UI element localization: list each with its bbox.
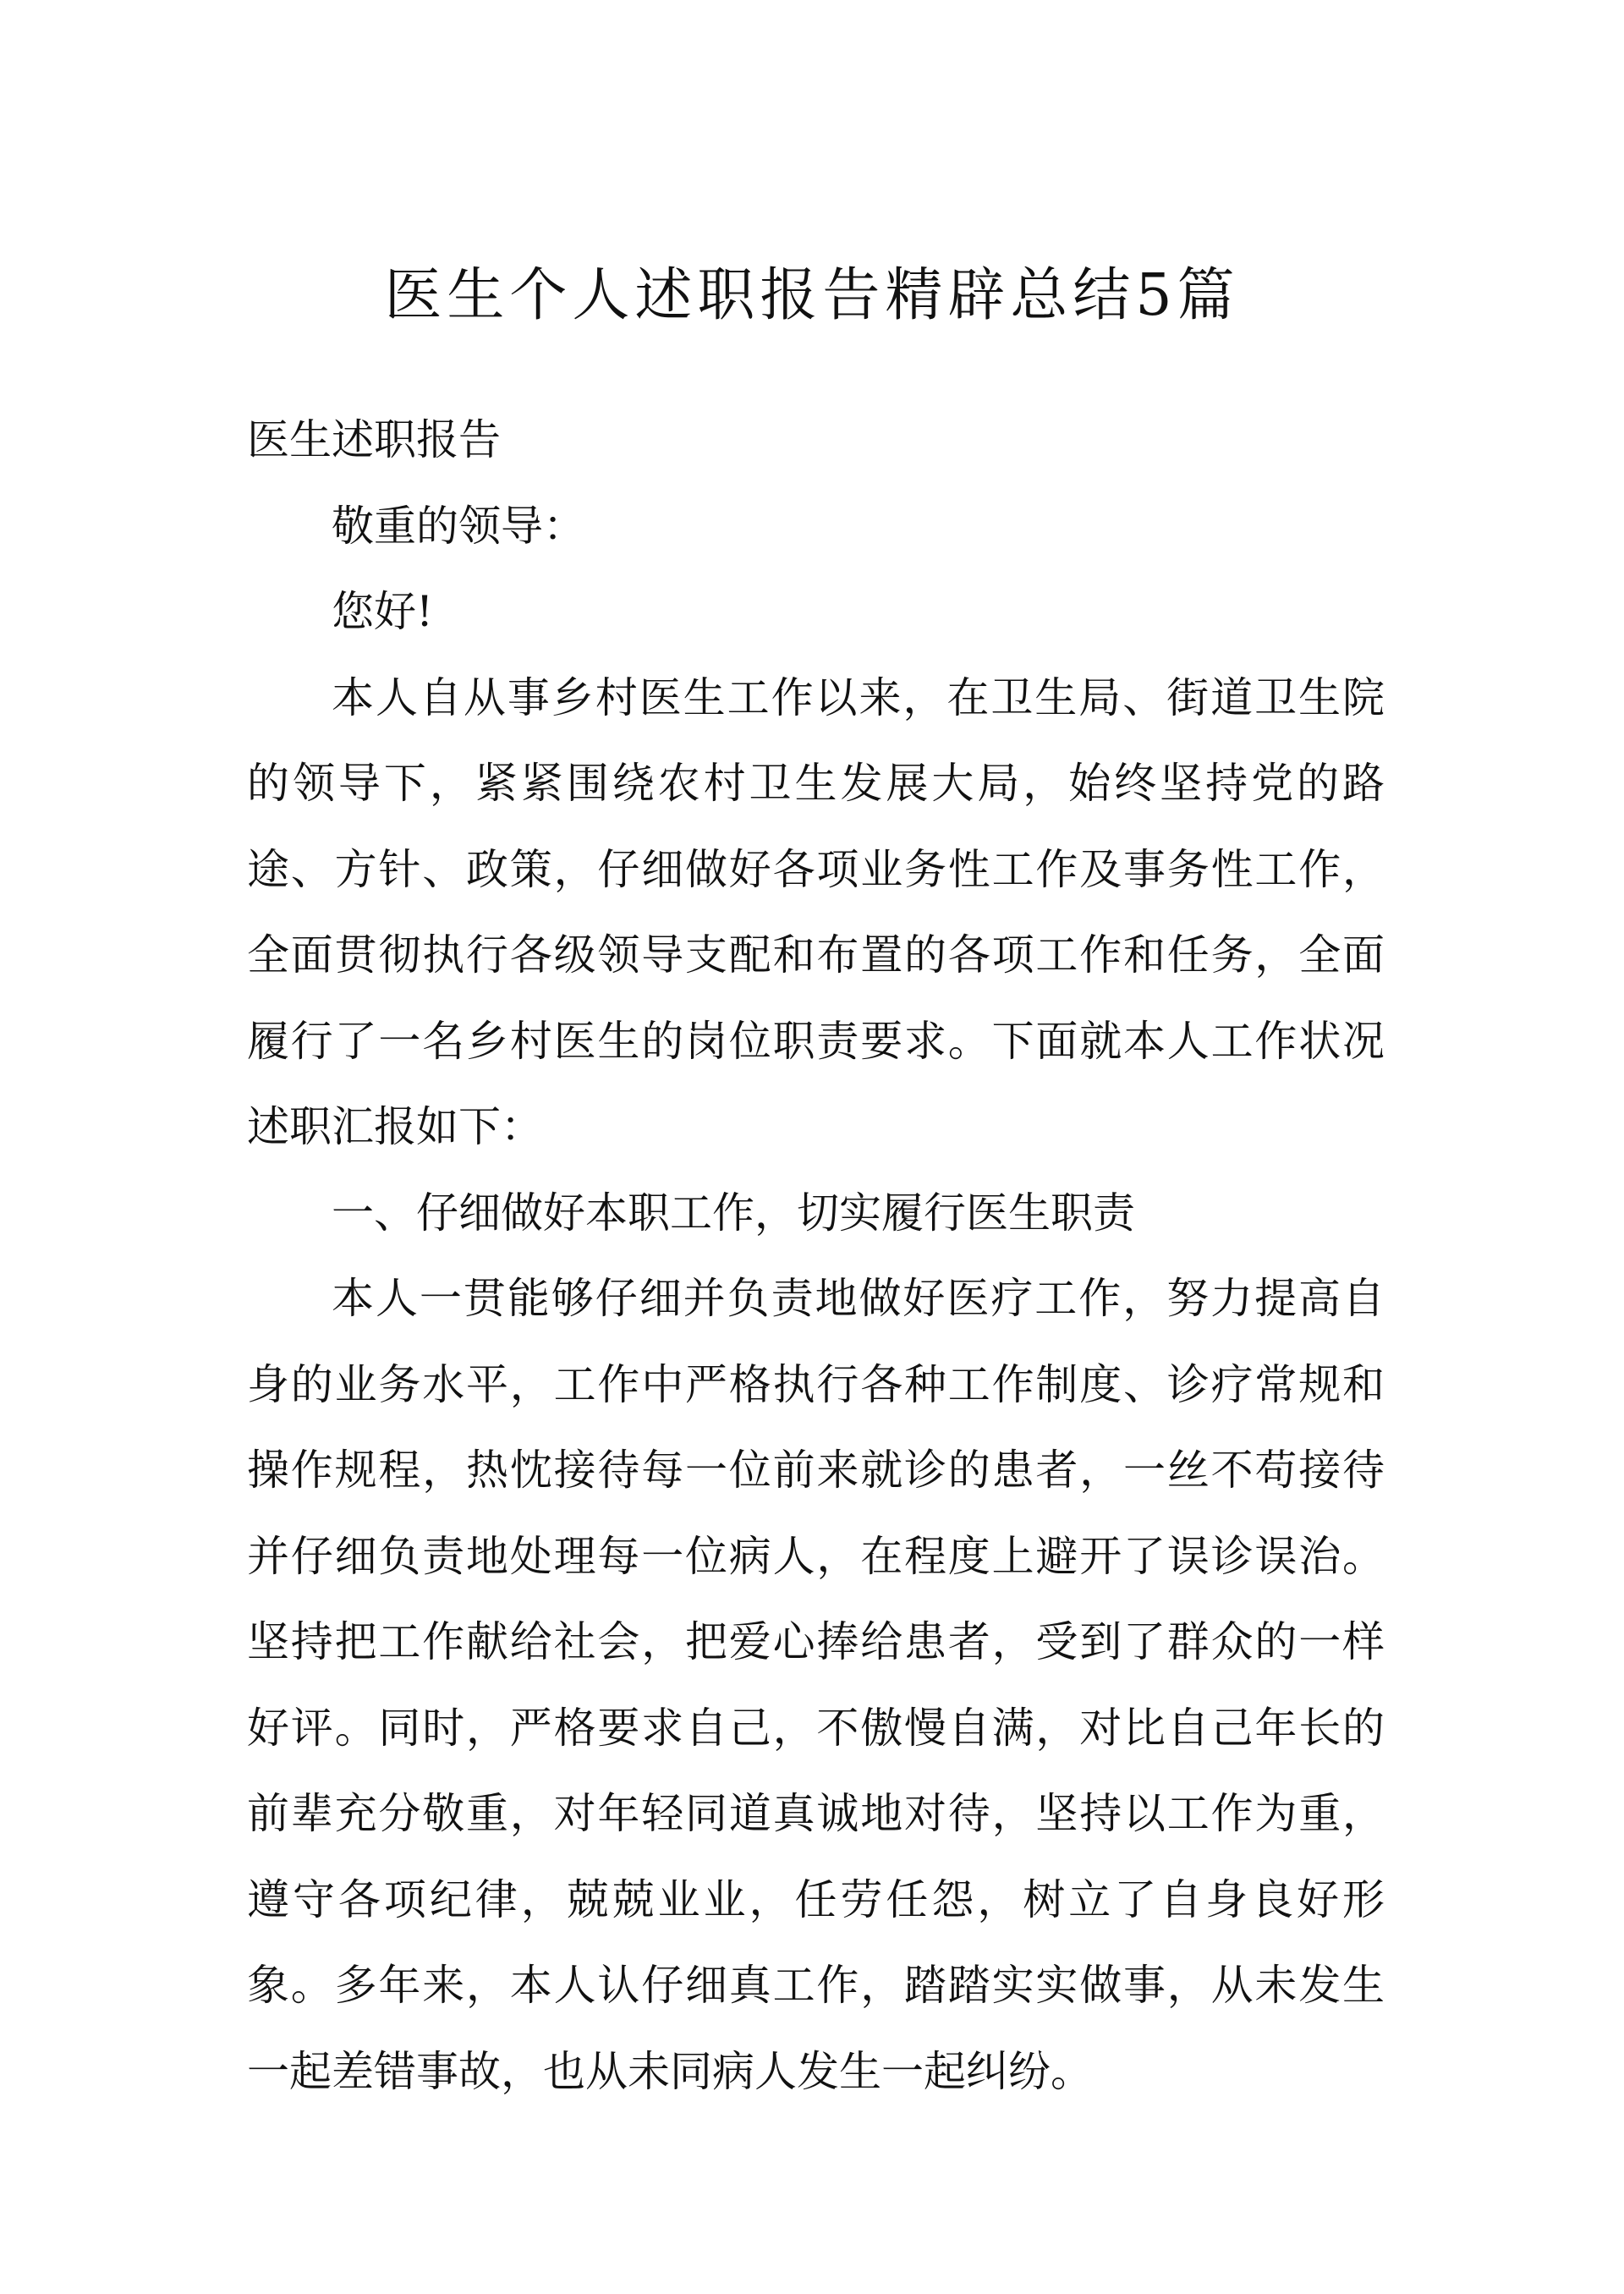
document-body — [247, 398, 1385, 2115]
section-one-heading: 一、仔细做好本职工作，切实履行医生职责 — [332, 1188, 1135, 1238]
report-heading: 医生述职报告 — [247, 415, 501, 464]
document-title: 医生个人述职报告精辟总结5篇 — [384, 262, 1240, 329]
greeting: 您好! — [332, 587, 434, 636]
salutation: 敬重的领导： — [332, 501, 585, 551]
intro-paragraph: 本人自从事乡村医生工作以来，在卫生局、街道卫生院的领导下，紧紧围绕农村卫生发展大局，始终坚持党的路途、方针、政策，仔细做好各项业务性工作及事务性工作，全面贯彻执行各级领导支配和布置的各项工作和任务，全面履行了一名乡村医生的岗位职责要求。下面就本人工作状况述职汇报如下： — [247, 672, 1385, 1151]
section-one-paragraph: 本人一贯能够仔细并负责地做好医疗工作，努力提高自身的业务水平，工作中严格执行各种工作制度、诊疗常规和操作规程，热忱接待每一位前来就诊的患者，一丝不苟接待并仔细负责地处理每一位病人，在程度上避开了误诊误治。坚持把工作献给社会，把爱心捧给患者，受到了群众的一样好评。同时，严格要求自己，不傲慢自满，对比自己年长的前辈充分敬重，对年轻同道真诚地对待，坚持以工作为重，遵守各项纪律，兢兢业业，任劳任怨，树立了自身良好形象。多年来，本人认仔细真工作，踏踏实实做事，从未发生一起差错事故，也从未同病人发生一起纠纷。 — [247, 1274, 1385, 2096]
